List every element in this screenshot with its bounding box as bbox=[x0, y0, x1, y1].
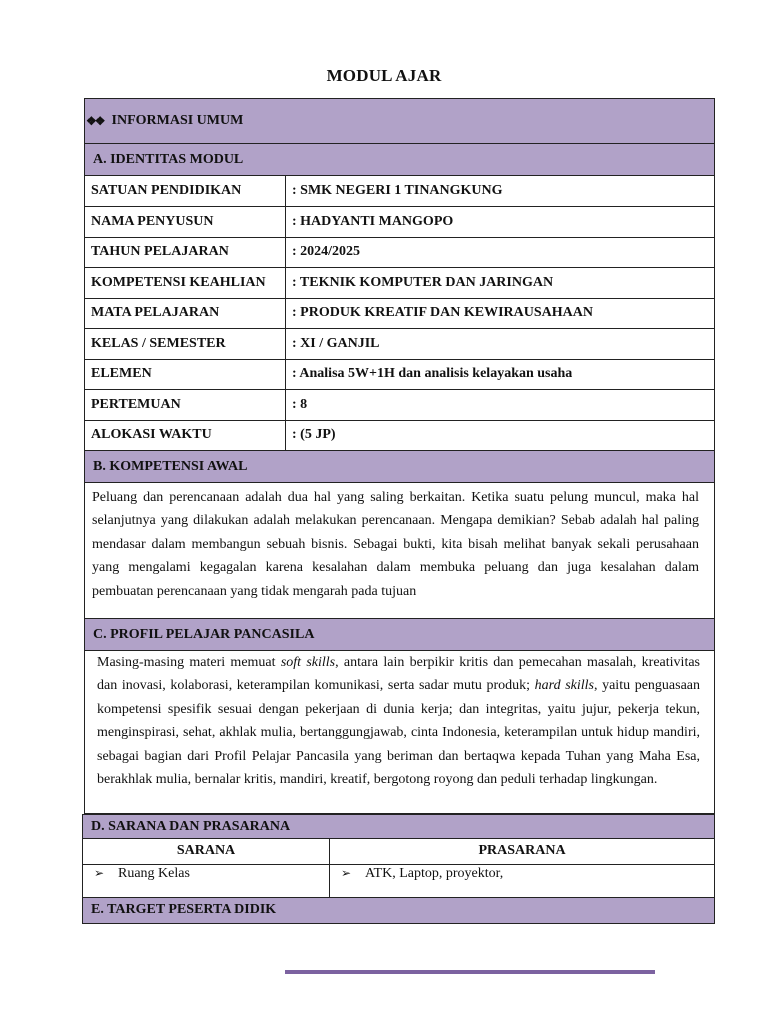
identitas-value: : HADYANTI MANGOPO bbox=[286, 207, 715, 238]
profil-emphasis-soft-skills: soft skills bbox=[280, 655, 336, 670]
table-row bbox=[85, 237, 715, 268]
kompetensi-awal-text: Peluang dan perencanaan adalah dua hal yang saling berkaitan. Ketika suatu pelung muncul, maka hal selanjutnya yang dilakukan adalah melakukan perencanaan. Mengapa demikian? Sebab adalah hal paling mendasar dalam membangun sebuah bisnis. Sebagai bukti, kita bisah melihat banyak sekali perusahaan yang mengalami kegagalan karena kesalahan dalam membuka peluang dan juga kesalahan dalam pembuatan perencanaan yang tidak mengarah pada tujuan bbox=[84, 483, 715, 619]
profil-text-part: , yaitu penguasaan kompetensi spesifik sesuai dengan pekerjaan di dunia kerja; dan integritas, yaitu jujur, pekerja tekun, menginspirasi, sehat, akhlak mulia, bertanggungjawab, cinta Indonesia, keterampilan untuk hidup mandiri, sebagai bagian dari Profil Pelajar Pancasila yang beriman dan bertaqwa kepada Tuhan yang Maha Esa, berakhlak mulia, bernalar kritis, mandiri, kreatif, bergotong royong dan peduli terhadap lingkungan. bbox=[97, 678, 700, 788]
profil-text-part: , antara lain berpikir kritis dan pemecahan masalah, kreativitas dan inovasi, kolaborasi, keterampilan komunikasi, serta sadar mutu produk; bbox=[97, 655, 700, 694]
table-row bbox=[85, 329, 715, 360]
identitas-value: : 8 bbox=[286, 390, 715, 421]
section-identitas-heading: A. IDENTITAS MODUL bbox=[84, 144, 715, 176]
sarana-prasarana-table bbox=[82, 839, 715, 898]
identitas-value: : (5 JP) bbox=[286, 420, 715, 451]
table-row bbox=[85, 298, 715, 329]
footer-divider-bar bbox=[285, 970, 655, 974]
table-row bbox=[85, 359, 715, 390]
identitas-value: : Analisa 5W+1H dan analisis kelayakan usaha bbox=[286, 359, 715, 390]
identitas-key: ALOKASI WAKTU bbox=[85, 420, 286, 451]
identitas-key: ELEMEN bbox=[85, 359, 286, 390]
identitas-value: : XI / GANJIL bbox=[286, 329, 715, 360]
identitas-key: PERTEMUAN bbox=[85, 390, 286, 421]
table-row bbox=[85, 268, 715, 299]
table-row bbox=[85, 390, 715, 421]
table-row bbox=[85, 207, 715, 238]
profil-pelajar-text bbox=[84, 651, 715, 814]
arrow-bullet-icon: ➢ bbox=[341, 865, 352, 880]
identitas-table bbox=[84, 176, 715, 451]
prasarana-item bbox=[330, 864, 715, 897]
section-target-heading: E. TARGET PESERTA DIDIK bbox=[82, 898, 715, 924]
section-sarana-heading: D. SARANA DAN PRASARANA bbox=[82, 814, 715, 839]
identitas-key: NAMA PENYUSUN bbox=[85, 207, 286, 238]
arrow-bullet-icon: ➢ bbox=[94, 865, 105, 880]
identitas-key: KELAS / SEMESTER bbox=[85, 329, 286, 360]
table-row bbox=[85, 176, 715, 207]
sarana-section bbox=[82, 814, 715, 924]
sarana-column-header: SARANA bbox=[83, 839, 330, 864]
table-row bbox=[85, 420, 715, 451]
identitas-value: : PRODUK KREATIF DAN KEWIRAUSAHAAN bbox=[286, 298, 715, 329]
identitas-key: KOMPETENSI KEAHLIAN bbox=[85, 268, 286, 299]
sarana-item bbox=[83, 864, 330, 897]
identitas-key: SATUAN PENDIDIKAN bbox=[85, 176, 286, 207]
page-title: MODUL AJAR bbox=[326, 66, 442, 85]
section-informasi-umum bbox=[84, 98, 715, 144]
profil-text-part: Masing-masing materi memuat bbox=[97, 655, 281, 670]
identitas-key: TAHUN PELAJARAN bbox=[85, 237, 286, 268]
diamond-bullet-icon: ❖❖ bbox=[86, 113, 104, 128]
prasarana-item-label: ATK, Laptop, proyektor, bbox=[365, 865, 504, 881]
section-kompetensi-awal-heading: B. KOMPETENSI AWAL bbox=[84, 451, 715, 483]
identitas-key: MATA PELAJARAN bbox=[85, 298, 286, 329]
section-informasi-umum-label: INFORMASI UMUM bbox=[111, 113, 244, 128]
table-row bbox=[83, 864, 715, 897]
profil-emphasis-hard-skills: hard skills bbox=[534, 678, 594, 694]
module-document bbox=[84, 98, 715, 924]
prasarana-column-header: PRASARANA bbox=[330, 839, 715, 864]
identitas-value: : SMK NEGERI 1 TINANGKUNG bbox=[286, 176, 715, 207]
section-profil-heading: C. PROFIL PELAJAR PANCASILA bbox=[84, 619, 715, 651]
sarana-item-label: Ruang Kelas bbox=[118, 865, 190, 881]
table-header-row bbox=[83, 839, 715, 864]
identitas-value: : TEKNIK KOMPUTER DAN JARINGAN bbox=[286, 268, 715, 299]
identitas-value: : 2024/2025 bbox=[286, 237, 715, 268]
